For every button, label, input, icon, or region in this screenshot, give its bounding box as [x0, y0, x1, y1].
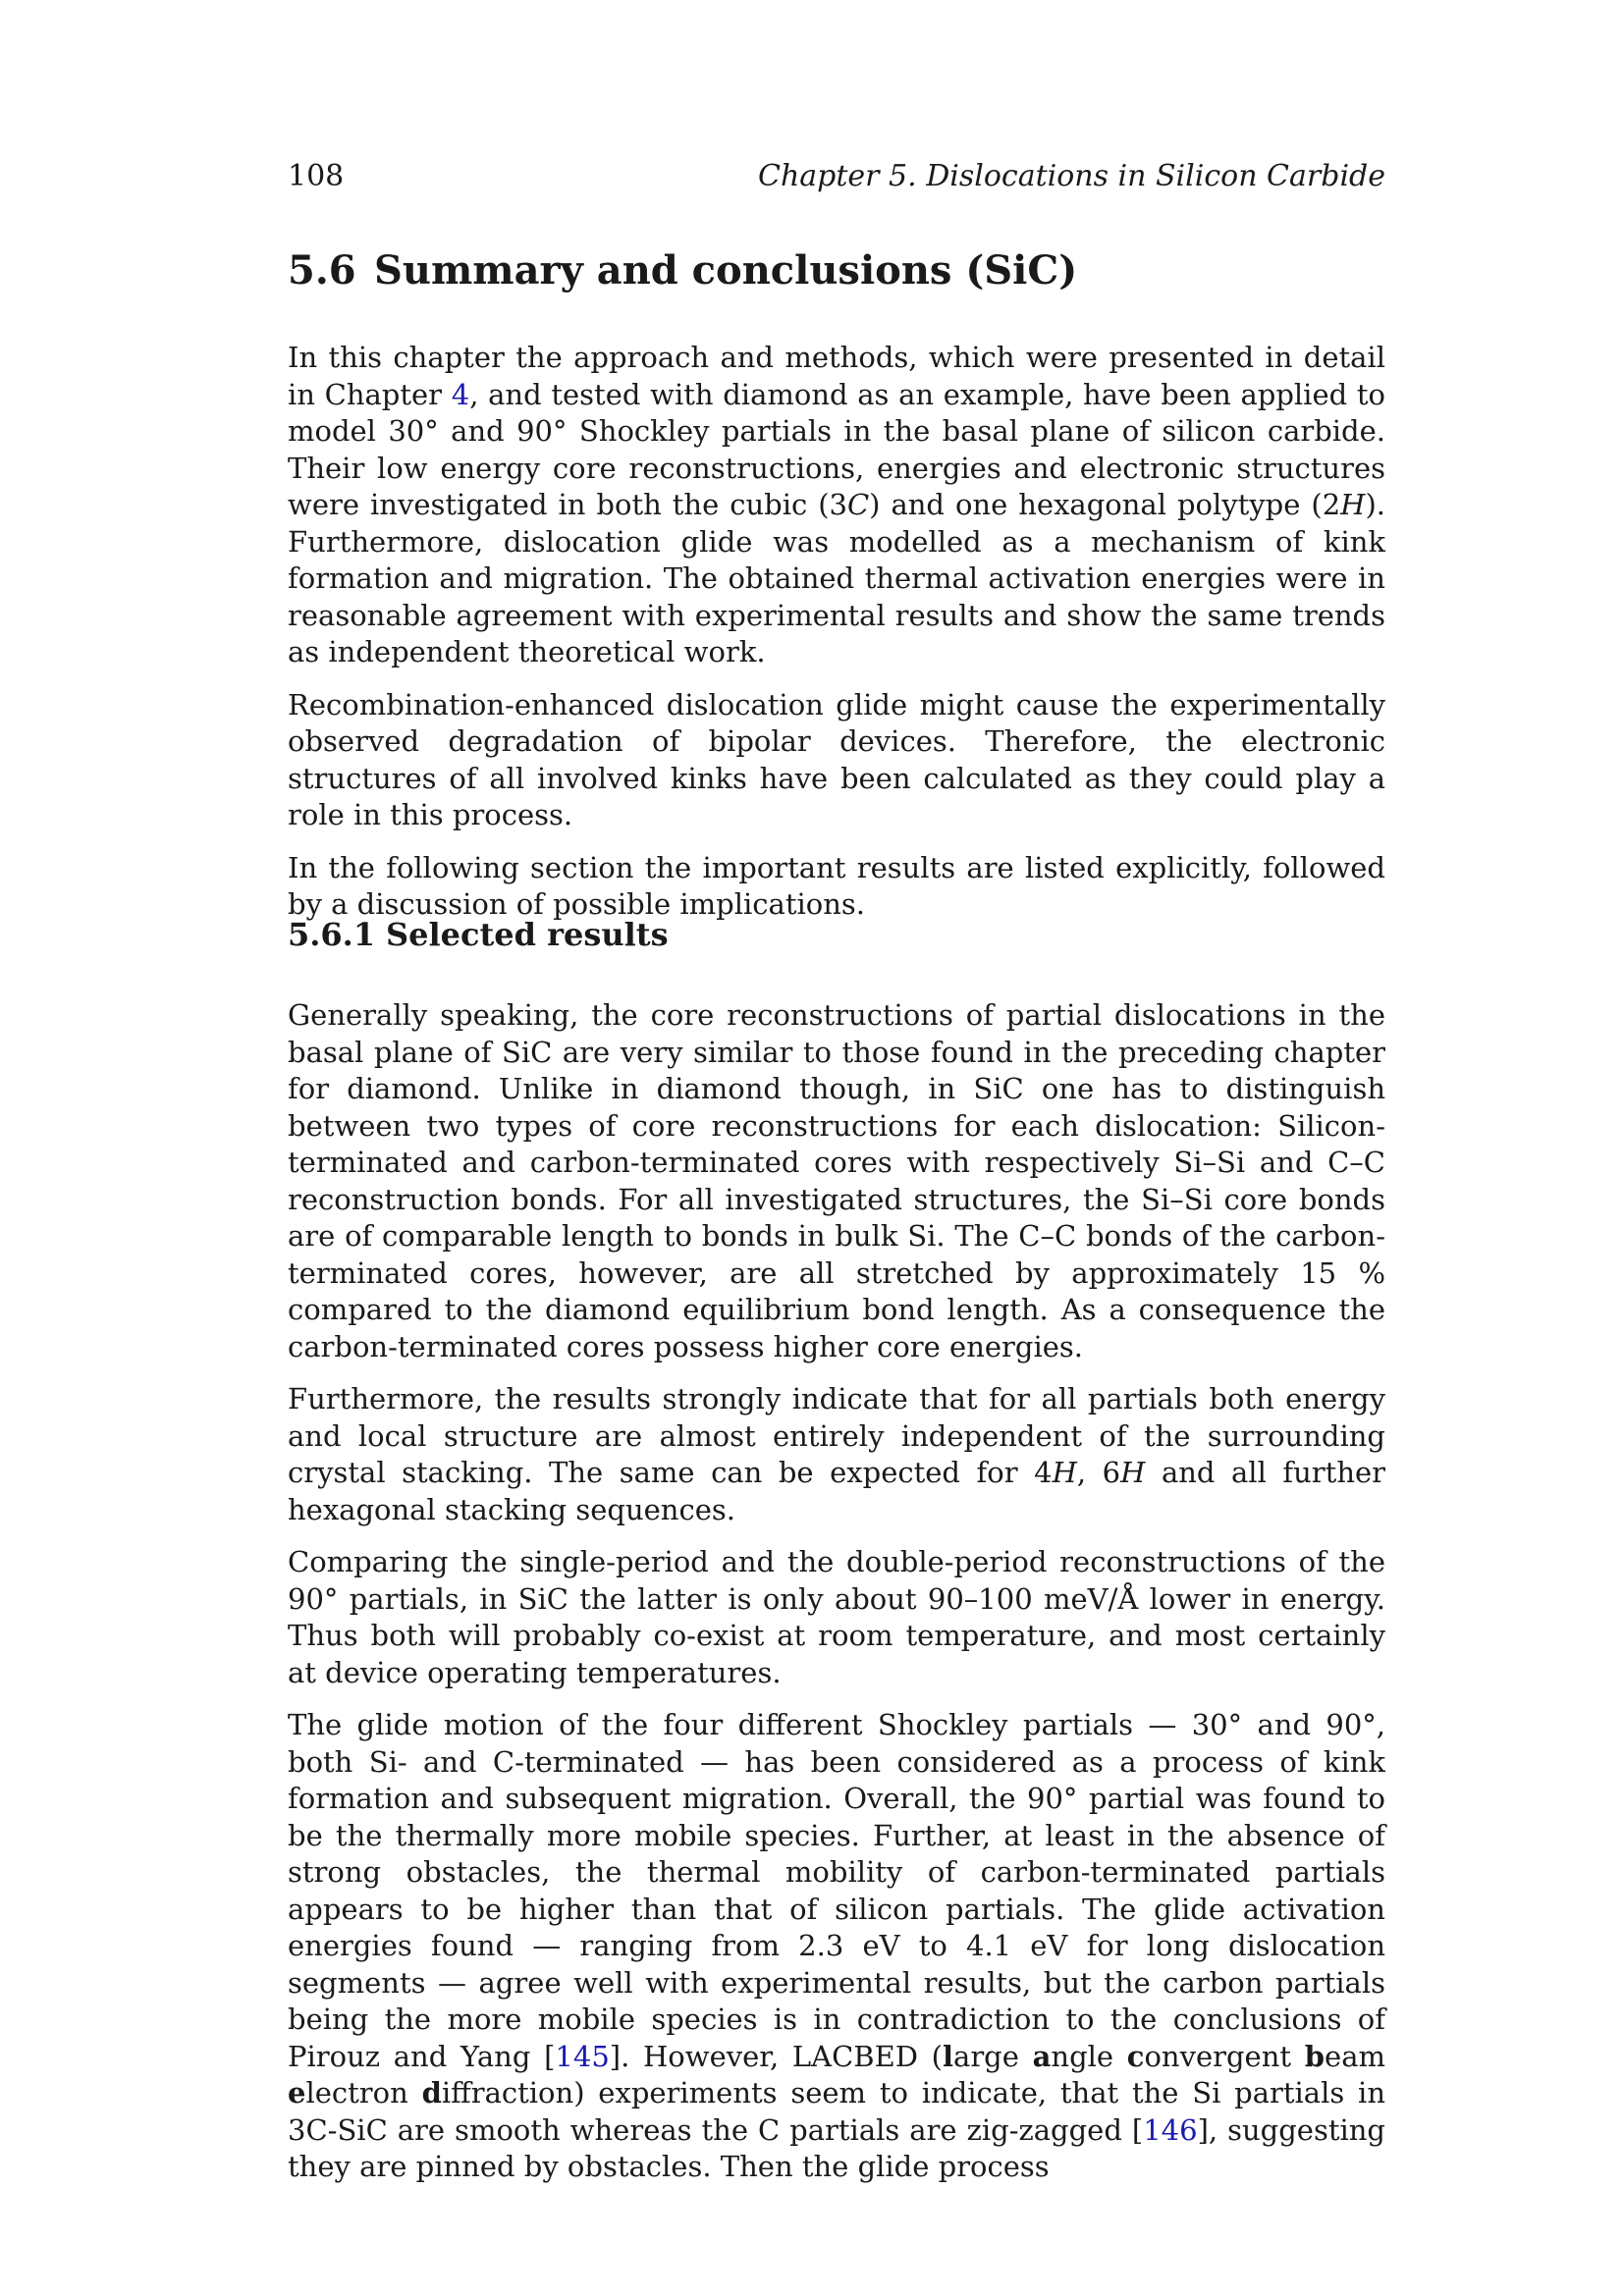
subsection-title: Selected results: [386, 916, 669, 953]
text-run: lectron: [305, 2076, 422, 2109]
results-paragraph-2: [288, 1381, 1385, 1528]
results-block: [288, 997, 1385, 2202]
text-run: H: [1340, 488, 1366, 521]
text-run: c: [1126, 2039, 1145, 2073]
text-run: ngle: [1051, 2039, 1127, 2073]
text-run: ). Furthermore, dislocation glide was modelled as a mechanism of kink formation and migration. The obtained thermal activation energies were in reasonable agreement with experimental results and show the same trends as independent theoretical work.: [288, 488, 1385, 668]
results-paragraph-1: Generally speaking, the core reconstructions of partial dislocations in the basal plane of SiC are very similar to those found in the preceding chapter for diamond. Unlike in diamond though, in SiC one has to distinguish between two types of core reconstructions for each dislocation: Silicon-terminated and carbon-terminated cores with respectively Si–Si and C–C reconstruction bonds. For all investigated structures, the Si–Si core bonds are of comparable length to bonds in bulk Si. The C–C bonds of the carbon-terminated cores, however, are all stretched by approximately 15 % compared to the diamond equilibrium bond length. As a consequence the carbon-terminated cores possess higher core energies.: [288, 998, 1385, 1363]
subsection-number: 5.6.1: [288, 916, 376, 953]
intro-paragraph-3: In the following section the important results are listed explicitly, followed by a discussion of possible implications.: [288, 850, 1385, 921]
citation-link[interactable]: 146: [1143, 2112, 1198, 2147]
page-number: 108: [288, 159, 345, 193]
text-run: and all further hexagonal stacking sequences.: [288, 1456, 1386, 1526]
text-run: iffraction) experiments seem to indicate, that the Si partials in 3C-SiC are smooth whereas the C partials are zig-zagged [: [288, 2076, 1385, 2147]
text-run: l: [943, 2039, 954, 2073]
intro-block: [288, 340, 1385, 939]
subsection-heading-block: [288, 915, 1385, 954]
text-run: arge: [953, 2039, 1033, 2073]
text-run: ) and one hexagonal polytype (2: [869, 488, 1341, 521]
text-run: Furthermore, the results strongly indicate that for all partials both energy and local structure are almost entirely independent of the surrounding crystal stacking. The same can be expected for 4: [288, 1382, 1385, 1489]
text-run: e: [288, 2076, 306, 2109]
chapter-link[interactable]: 4: [451, 377, 470, 411]
text-run: d: [421, 2076, 442, 2109]
text-run: ], suggesting they are pinned by obstacles. Then the glide process: [288, 2112, 1386, 2183]
text-run: , 6: [1076, 1456, 1121, 1489]
text-run: a: [1032, 2039, 1052, 2073]
text-run: ]. However, LACBED (: [609, 2039, 943, 2073]
section-number: 5.6: [288, 247, 356, 294]
text-run: eam: [1325, 2039, 1385, 2073]
citation-link[interactable]: 145: [555, 2039, 610, 2073]
text-run: onvergent: [1144, 2039, 1305, 2073]
chapter-title: Chapter 5. Dislocations in Silicon Carbide: [757, 159, 1385, 193]
section-heading: [288, 243, 1077, 298]
text-run: H: [1052, 1456, 1077, 1489]
text-run: The glide motion of the four different Shockley partials — 30° and 90°, both Si- and C-terminated — has been considered as a process of kink formation and subsequent migration. Overall, the 90° partial was found to be the thermally more mobile species. Further, at least in the absence of strong obstacles, the thermal mobility of carbon-terminated partials appears to be higher than that of silicon partials. The glide activation energies found — ranging from 2.3 eV to 4.1 eV for long dislocation segments — agree well with experimental results, but the carbon partials being the more mobile species is in contradiction to the conclusions of Pirouz and Yang [: [288, 1708, 1385, 2073]
intro-paragraph-1: [288, 340, 1385, 671]
text-run: , and tested with diamond as an example, have been applied to model 30° and 90° Shockley partials in the basal plane of silicon carbide. Their low energy core reconstructions, energies and electronic structures were investigated in both the cubic (3: [288, 377, 1385, 521]
intro-paragraph-2: Recombination-enhanced dislocation glide might cause the experimentally observed degradation of bipolar devices. Therefore, the electronic structures of all involved kinks have been calculated as they could play a role in this process.: [288, 687, 1385, 831]
text-run: b: [1304, 2039, 1325, 2073]
text-run: In this chapter the approach and methods, which were presented in detail in Chapter: [288, 341, 1385, 411]
text-run: C: [846, 488, 870, 521]
subsection-heading: [288, 915, 1385, 954]
results-paragraph-4: [288, 1707, 1385, 2186]
section-title: Summary and conclusions (SiC): [374, 247, 1078, 294]
results-paragraph-3: Comparing the single-period and the double-period reconstructions of the 90° partials, in SiC the latter is only about 90–100 meV/Å lower in energy. Thus both will probably co-exist at room temperature, and most certainly at device operating temperatures.: [288, 1545, 1385, 1689]
text-run: H: [1120, 1456, 1146, 1489]
